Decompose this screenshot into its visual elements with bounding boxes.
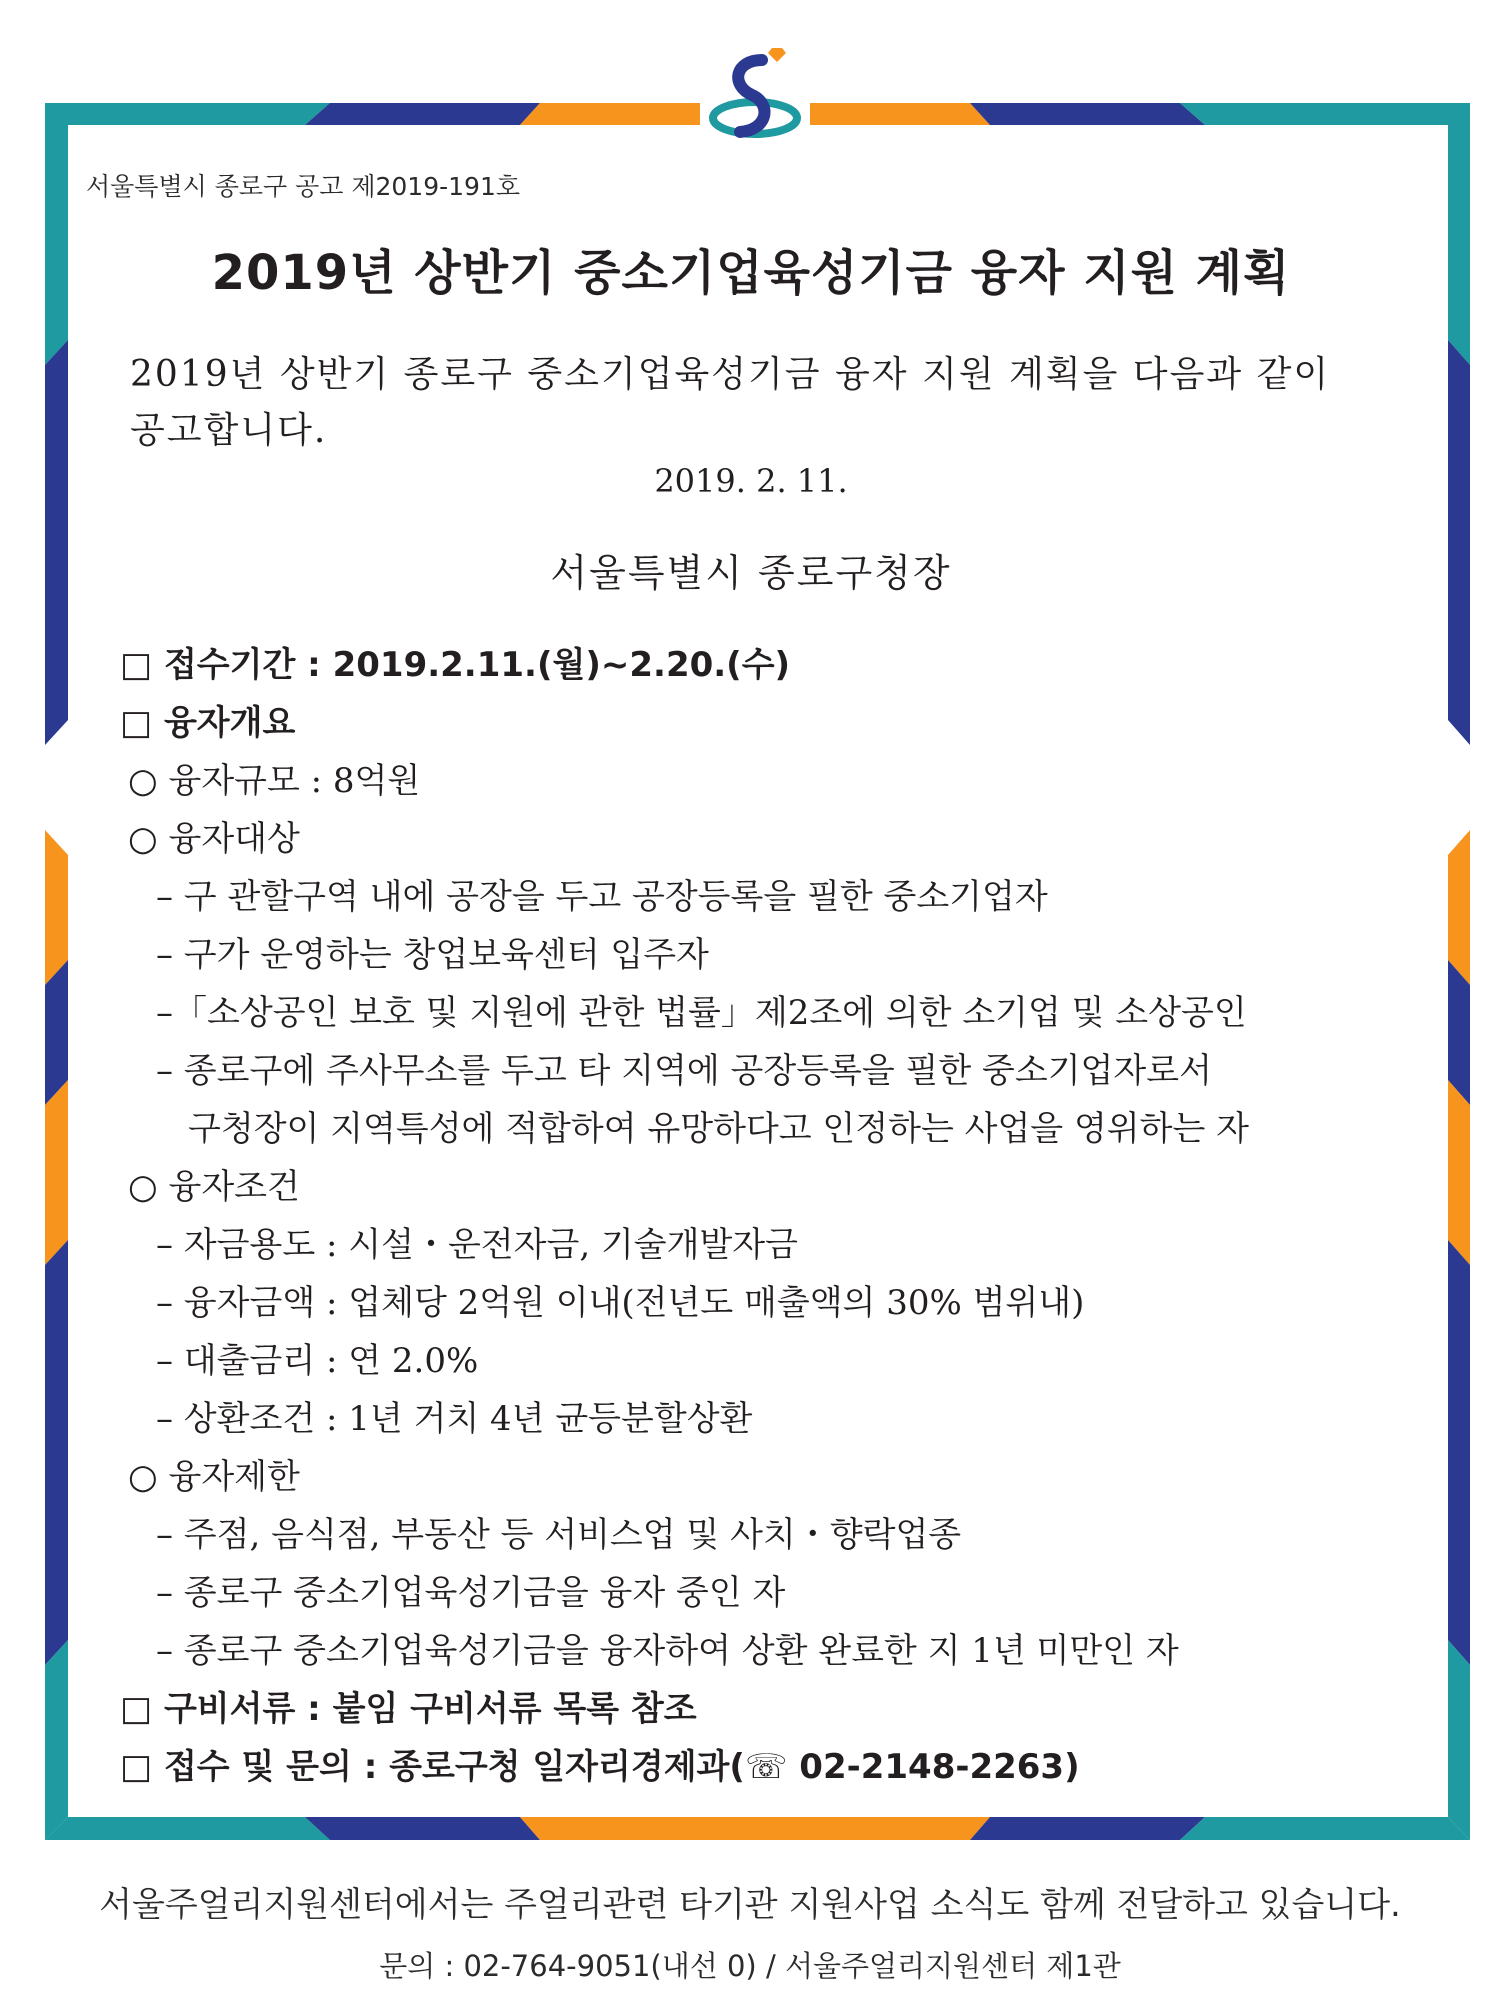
restriction-line-3: – 종로구 중소기업육성기금을 융자하여 상환 완료한 지 1년 미만인 자	[156, 1631, 1179, 1671]
item-required-documents: □ 구비서류 : 붙임 구비서류 목록 참조	[120, 1689, 697, 1729]
intro-line-2: 공고합니다.	[130, 410, 328, 451]
intro-text	[130, 347, 1430, 459]
notice-body	[66, 122, 1436, 1822]
footer-contact: 문의 : 02-764-9051(내선 0) / 서울주얼리지원센터 제1관	[379, 1949, 1121, 1983]
target-line-2: – 구가 운영하는 창업보육센터 입주자	[156, 935, 709, 975]
intro-line-1: 2019년 상반기 종로구 중소기업육성기금 융자 지원 계획을 다음과 같이	[130, 354, 1331, 395]
target-line-3: –「소상공인 보호 및 지원에 관한 법률」제2조에 의한 소기업 및 소상공인	[156, 993, 1247, 1033]
target-line-1: – 구 관할구역 내에 공장을 두고 공장등록을 필한 중소기업자	[156, 877, 1048, 917]
sub-loan-restrictions: ○ 융자제한	[128, 1457, 300, 1497]
restriction-line-1: – 주점, 음식점, 부동산 등 서비스업 및 사치・향락업종	[156, 1515, 962, 1555]
item-reception-inquiry: □ 접수 및 문의 : 종로구청 일자리경제과(☏ 02-2148-2263)	[120, 1747, 1080, 1787]
announcement-date: 2019. 2. 11.	[654, 462, 848, 500]
sub-loan-conditions: ○ 융자조건	[128, 1167, 300, 1207]
condition-fund-use: – 자금용도 : 시설・운전자금, 기술개발자금	[156, 1225, 798, 1265]
item-loan-overview: □ 융자개요	[120, 703, 296, 743]
condition-interest-rate: – 대출금리 : 연 2.0%	[156, 1341, 479, 1381]
condition-loan-amount: – 융자금액 : 업체당 2억원 이내(전년도 매출액의 30% 범위내)	[156, 1283, 1085, 1323]
item-reception-period: □ 접수기간 : 2019.2.11.(월)~2.20.(수)	[120, 645, 791, 685]
notice-number: 서울특별시 종로구 공고 제2019-191호	[86, 172, 521, 201]
page-title: 2019년 상반기 중소기업육성기금 융자 지원 계획	[211, 245, 1291, 301]
sub-loan-target: ○ 융자대상	[128, 819, 300, 859]
restriction-line-2: – 종로구 중소기업육성기금을 융자 중인 자	[156, 1573, 786, 1613]
sub-loan-scale: ○ 융자규모 : 8억원	[128, 761, 421, 801]
footer-notice: 서울주얼리지원센터에서는 주얼리관련 타기관 지원사업 소식도 함께 전달하고 있습니다.	[99, 1885, 1401, 1925]
condition-repayment: – 상환조건 : 1년 거치 4년 균등분할상환	[156, 1399, 753, 1439]
target-line-4: – 종로구에 주사무소를 두고 타 지역에 공장등록을 필한 중소기업자로서	[156, 1051, 1212, 1091]
signer-name: 서울특별시 종로구청장	[550, 551, 952, 595]
target-line-4-cont: 구청장이 지역특성에 적합하여 유망하다고 인정하는 사업을 영위하는 자	[188, 1109, 1249, 1149]
